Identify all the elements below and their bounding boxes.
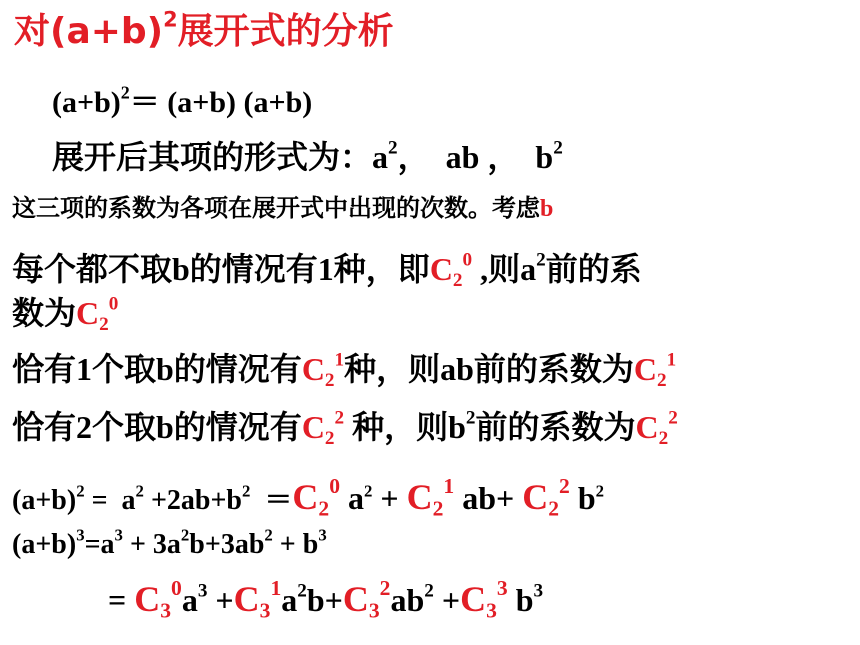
line-case-one-b <box>12 349 677 391</box>
exponent: 2 <box>242 481 251 501</box>
coef-letter: C <box>134 579 161 619</box>
text-segment: 恰有2个取b的情况有 <box>12 409 302 445</box>
text-segment-red: b <box>540 196 554 222</box>
text-segment: 数为 <box>12 295 77 331</box>
text-segment: 每个都不取b的情况有1种，即 <box>12 251 430 287</box>
coef-sup: 0 <box>462 249 473 271</box>
text-segment: b+3ab <box>189 529 265 560</box>
coef-letter: C <box>429 251 453 287</box>
coef-sup: 2 <box>668 407 678 429</box>
coef-sub: 2 <box>324 427 335 449</box>
binomial-coefficient <box>76 293 119 335</box>
exponent: 2 <box>388 137 398 159</box>
binomial-coefficient <box>406 473 455 521</box>
exponent: 3 <box>76 525 85 545</box>
coef-sup: 0 <box>171 575 182 600</box>
coef-sub: 2 <box>99 313 109 335</box>
text-segment: ab+ <box>454 480 523 516</box>
coef-sup: 2 <box>334 407 345 429</box>
text-segment: 这三项的系数为各项在展开式中出现的次数。考虑 <box>12 196 540 222</box>
text-segment: a <box>281 582 298 618</box>
text-segment: 恰有1个取b的情况有 <box>12 351 302 387</box>
text-segment: ,则a <box>472 251 537 287</box>
line-cube-binomial-form <box>108 575 544 623</box>
exponent: 2 <box>120 82 130 103</box>
coef-letter: C <box>406 477 433 517</box>
coef-sup: 1 <box>334 349 345 371</box>
coef-sup: 1 <box>270 575 282 600</box>
exponent: 2 <box>76 481 85 501</box>
text-segment: = <box>108 582 135 618</box>
page-title <box>14 7 394 52</box>
text-segment: =a <box>84 529 115 560</box>
binomial-coefficient <box>429 249 473 291</box>
coef-sub: 2 <box>318 496 330 521</box>
exponent: 2 <box>264 525 273 545</box>
coef-letter: C <box>301 351 325 387</box>
coef-letter: C <box>635 409 659 445</box>
text-segment: ab <box>390 582 425 618</box>
exponent: 2 <box>536 249 546 271</box>
title-prefix: 对(a+b) <box>14 11 164 52</box>
title-suffix: 展开式的分析 <box>177 11 394 52</box>
text-segment: 种，则b <box>344 409 466 445</box>
line-cube-expansion <box>12 525 327 561</box>
coef-sup: 0 <box>108 293 119 315</box>
coef-letter: C <box>633 351 658 387</box>
exponent: 2 <box>364 481 373 501</box>
text-segment: (a+b) <box>12 529 77 560</box>
text-segment: + <box>433 582 461 618</box>
exponent: 2 <box>135 481 144 501</box>
line-term-forms <box>52 137 563 175</box>
coef-sub: 3 <box>368 598 380 623</box>
text-segment: 前的系 <box>545 251 642 287</box>
line-case-zero-b-cont <box>12 293 119 335</box>
binomial-coefficient <box>301 349 345 391</box>
text-segment: a <box>181 582 198 618</box>
coef-letter: C <box>233 579 260 619</box>
coef-letter: C <box>76 295 100 331</box>
binomial-coefficient <box>633 349 677 391</box>
exponent: 3 <box>533 580 544 602</box>
text-segment: ＝ (a+b) (a+b) <box>129 86 313 119</box>
text-segment: b <box>507 582 534 618</box>
binomial-coefficient <box>301 407 345 449</box>
coef-sub: 2 <box>324 369 335 391</box>
coef-letter: C <box>522 477 549 517</box>
coef-sup: 0 <box>329 473 340 498</box>
coef-sub: 2 <box>548 496 560 521</box>
binomial-coefficient <box>292 473 340 521</box>
text-segment: 展开后其项的形式为：a <box>52 139 389 175</box>
exponent: 2 <box>595 481 605 501</box>
exponent: 2 <box>297 580 307 602</box>
line-case-two-b <box>12 407 678 449</box>
binomial-coefficient <box>460 575 508 623</box>
coef-sub: 3 <box>486 598 497 623</box>
coef-sub: 2 <box>658 427 669 449</box>
text-segment: (a+b) <box>52 86 121 119</box>
coef-letter: C <box>292 477 319 517</box>
coef-sub: 2 <box>432 496 444 521</box>
coef-sup: 2 <box>379 575 391 600</box>
text-segment: = a <box>84 485 136 516</box>
text-segment: ， ab ， b <box>397 139 554 175</box>
line-square-expansion <box>12 473 605 521</box>
coef-letter: C <box>301 409 325 445</box>
coef-sub: 2 <box>657 369 667 391</box>
exponent: 2 <box>553 137 563 159</box>
exponent: 3 <box>197 580 208 602</box>
binomial-coefficient <box>635 407 678 449</box>
binomial-coefficient <box>522 473 570 521</box>
coef-letter: C <box>342 579 369 619</box>
exponent: 2 <box>180 525 190 545</box>
text-segment: + 3a <box>122 529 181 560</box>
line-case-zero-b <box>12 249 642 291</box>
line-expansion-identity <box>52 82 313 119</box>
exponent: 2 <box>424 580 434 602</box>
text-segment: b+ <box>306 582 343 618</box>
exponent: 3 <box>114 525 123 545</box>
text-segment: + b <box>272 529 319 560</box>
coef-sub: 3 <box>160 598 172 623</box>
text-segment: ＝ <box>250 485 293 516</box>
binomial-coefficient <box>233 575 282 623</box>
coef-sup: 1 <box>443 473 455 498</box>
binomial-coefficient <box>342 575 391 623</box>
coef-sub: 3 <box>259 598 271 623</box>
text-segment: +2ab+b <box>143 485 242 516</box>
text-segment: (a+b) <box>12 485 77 516</box>
exponent: 3 <box>318 525 327 545</box>
text-segment: + <box>372 480 407 516</box>
text-segment: 前的系数为 <box>475 409 636 445</box>
coef-sup: 1 <box>666 349 677 371</box>
exponent: 2 <box>465 407 476 429</box>
coef-sup: 2 <box>559 473 570 498</box>
text-segment: + <box>207 582 234 618</box>
title-exponent: 2 <box>163 7 178 32</box>
text-segment: a <box>340 480 364 516</box>
binomial-coefficient <box>134 575 182 623</box>
coef-sub: 2 <box>452 269 463 291</box>
line-coefficient-intro <box>12 196 553 222</box>
text-segment: b <box>569 480 596 516</box>
coef-letter: C <box>460 579 487 619</box>
coef-sup: 3 <box>496 575 508 600</box>
text-segment: 种，则ab前的系数为 <box>344 351 634 387</box>
